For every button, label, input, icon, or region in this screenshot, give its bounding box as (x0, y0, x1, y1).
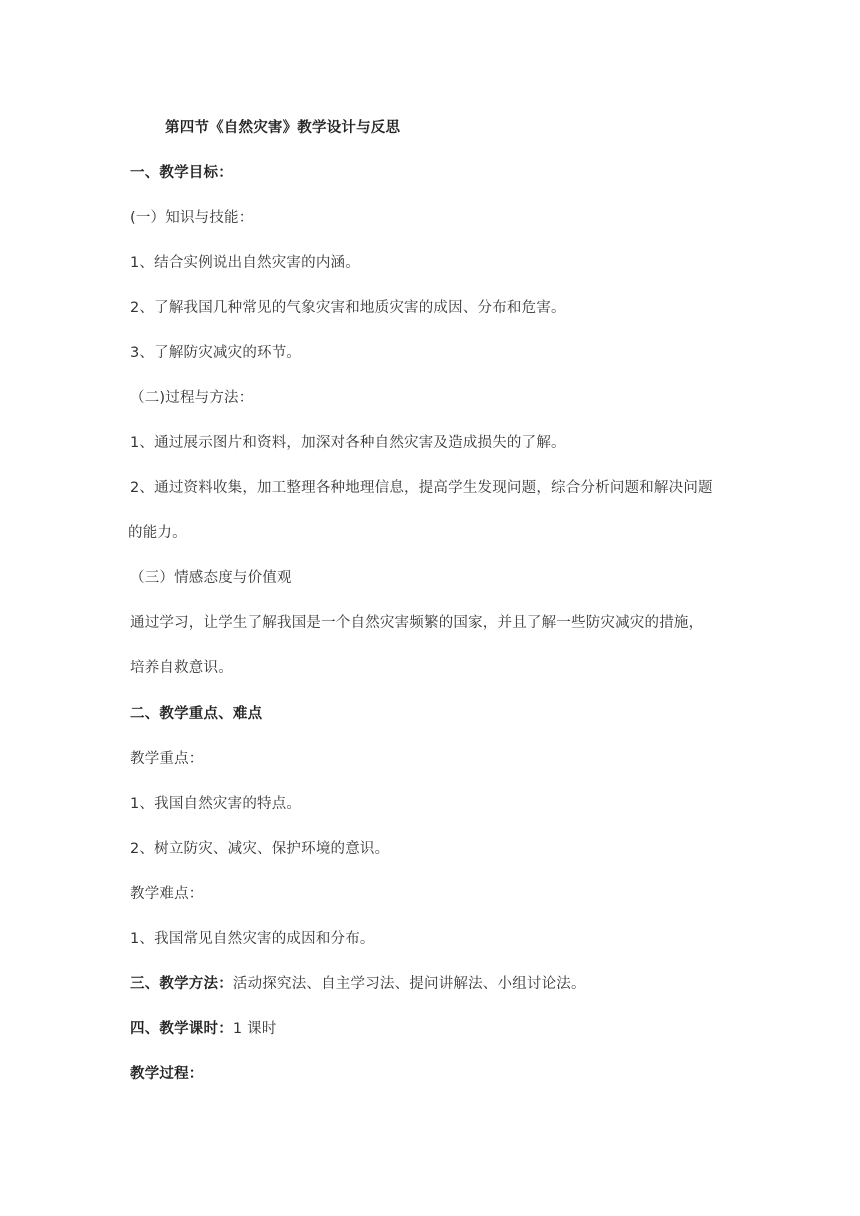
list-item: 2、树立防灾、减灾、保护环境的意识。 (130, 841, 390, 857)
subheading-knowledge-skills: (一）知识与技能： (130, 210, 254, 226)
section-class-hours (130, 1019, 277, 1039)
class-hours-text: 1 课时 (232, 1021, 277, 1037)
list-item: 2、通过资料收集，加工整理各种地理信息，提高学生发现问题，综合分析问题和解决问题 (130, 480, 713, 496)
paragraph-text-continuation: 培养自救意识。 (130, 660, 233, 676)
subheading-process-method: （二)过程与方法： (130, 390, 254, 406)
section-methods (130, 974, 586, 994)
subheading-key-points: 教学重点： (130, 751, 204, 767)
section-heading-methods: 三、教学方法： (130, 976, 233, 992)
list-item: 1、我国自然灾害的特点。 (130, 796, 302, 812)
section-heading-objectives: 一、教学目标： (130, 165, 233, 181)
list-item: 1、通过展示图片和资料，加深对各种自然灾害及造成损失的了解。 (130, 435, 566, 451)
subheading-difficult-points: 教学难点： (130, 886, 204, 902)
document-title: 第四节《自然灾害》教学设计与反思 (165, 120, 401, 136)
section-heading-class-hours: 四、教学课时： (130, 1021, 233, 1037)
section-heading-key-difficult: 二、教学重点、难点 (130, 706, 263, 722)
subheading-attitude-values: （三）情感态度与价值观 (130, 570, 292, 586)
list-item: 2、了解我国几种常见的气象灾害和地质灾害的成因、分布和危害。 (130, 300, 566, 316)
paragraph-text: 通过学习，让学生了解我国是一个自然灾害频繁的国家，并且了解一些防灾减灾的措施， (130, 615, 704, 631)
list-item: 1、我国常见自然灾害的成因和分布。 (130, 931, 375, 947)
list-item-continuation: 的能力。 (128, 525, 187, 541)
list-item: 3、了解防灾减灾的环节。 (130, 345, 302, 361)
methods-text: 活动探究法、自主学习法、提问讲解法、小组讨论法。 (232, 976, 586, 992)
list-item: 1、结合实例说出自然灾害的内涵。 (130, 255, 360, 271)
section-heading-process: 教学过程： (130, 1066, 204, 1082)
